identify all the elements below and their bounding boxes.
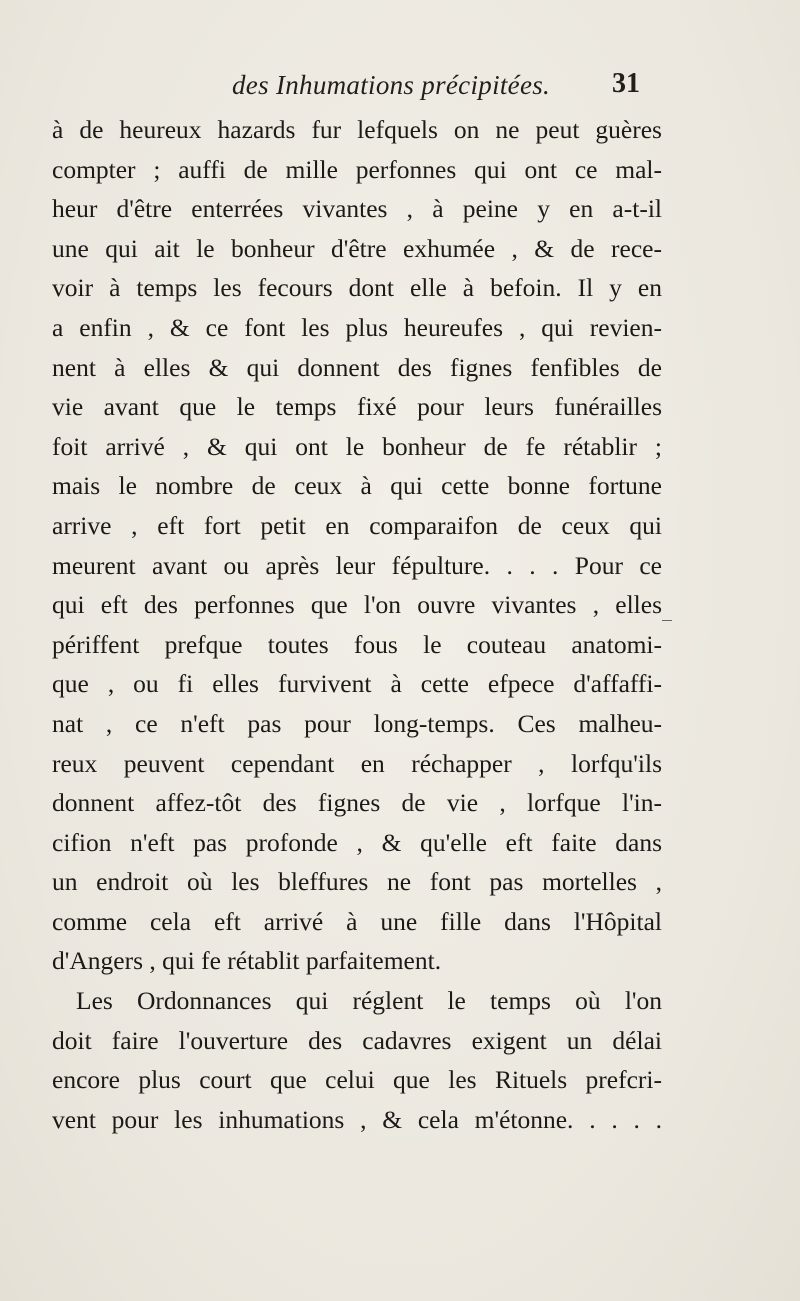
- body-text: [52, 110, 662, 1139]
- text-line: que , ou fi elles furvivent à cette efpece d'affaffi-: [52, 669, 662, 699]
- text-line: foit arrivé , & qui ont le bonheur de fe rétablir ;: [52, 431, 662, 461]
- text-line: une qui ait le bonheur d'être exhumée , & de rece-: [52, 233, 662, 263]
- text-line: compter ; auffi de mille perfonnes qui ont ce mal-: [52, 154, 662, 184]
- text-line: heur d'être enterrées vivantes , à peine y en a-t-il: [52, 194, 662, 224]
- text-line: d'Angers , qui fe rétablit parfaitement.: [52, 946, 442, 976]
- text-line: doit faire l'ouverture des cadavres exigent un délai: [52, 1025, 662, 1055]
- text-line: Les Ordonnances qui réglent le temps où l'on: [76, 986, 662, 1016]
- text-line: mais le nombre de ceux à qui cette bonne fortune: [52, 471, 662, 501]
- text-line: donnent affez-tôt des fignes de vie , lorfque l'in-: [52, 788, 662, 818]
- text-line: arrive , eft fort petit en comparaifon de ceux qui: [52, 510, 662, 540]
- text-line: meurent avant ou après leur fépulture. . . . Pour ce: [52, 550, 662, 580]
- text-line: a enfin , & ce font les plus heureufes , qui revien-: [52, 312, 662, 342]
- text-line: cifion n'eft pas profonde , & qu'elle eft faite dans: [52, 827, 662, 857]
- text-line: périffent prefque toutes fous le couteau anatomi-: [52, 629, 662, 659]
- text-line: encore plus court que celui que les Rituels prefcri-: [52, 1065, 662, 1095]
- text-line: à de heureux hazards fur lefquels on ne peut guères: [52, 115, 662, 144]
- text-line: nent à elles & qui donnent des fignes fenfibles de: [52, 352, 662, 382]
- text-line: nat , ce n'eft pas pour long-temps. Ces malheu-: [52, 708, 662, 738]
- text-line: vie avant que le temps fixé pour leurs funérailles: [52, 392, 662, 422]
- text-line: voir à temps les fecours dont elle à befoin. Il y en: [52, 273, 662, 303]
- margin-mark: [662, 620, 672, 621]
- page-number: 31: [612, 68, 640, 99]
- text-line: un endroit où les bleffures ne font pas mortelles ,: [52, 867, 662, 897]
- text-line: vent pour les inhumations , & cela m'étonne. . . . .: [52, 1104, 662, 1134]
- text-line: reux peuvent cependant en réchapper , lorfqu'ils: [52, 748, 662, 778]
- text-line: comme cela eft arrivé à une fille dans l'Hôpital: [52, 906, 662, 936]
- running-title: des Inhumations précipitées.: [232, 70, 551, 100]
- text-line: qui eft des perfonnes que l'on ouvre vivantes , elles: [52, 590, 662, 620]
